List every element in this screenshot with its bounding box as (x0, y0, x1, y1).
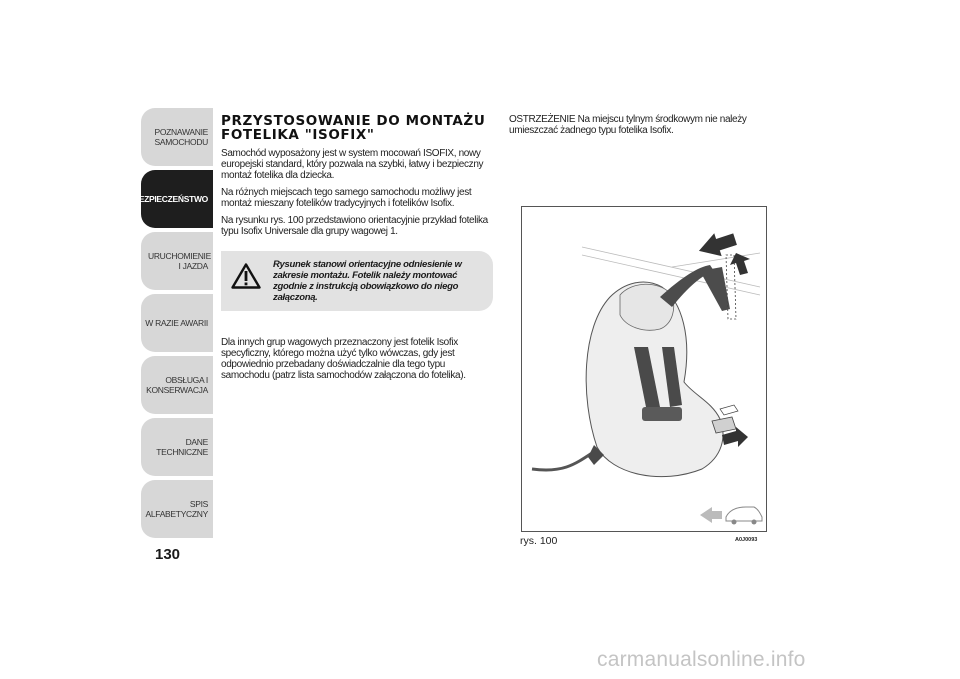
section-heading: PRZYSTOSOWANIE DO MONTAŻU FOTELIKA "ISOFIX" (221, 113, 486, 143)
right-column (509, 114, 777, 136)
paragraph-figure-reference: Na rysunku rys. 100 przedstawiono orientacyjnie przykład fotelika typu Isofix Universale dla grupy wagowej 1. (221, 215, 488, 237)
car-orientation-icon (700, 507, 762, 525)
tab-dane-techniczne[interactable]: DANE TECHNICZNE (141, 418, 213, 476)
warning-triangle-icon (231, 263, 261, 289)
tab-bezpieczenstwo[interactable]: BEZPIECZEŃSTWO (141, 170, 213, 228)
paragraph-intro: Samochód wyposażony jest w system mocowań ISOFIX, nowy europejski standard, który pozwala na szybki, łatwy i bezpieczny montaż fotelika dla dziecka. (221, 148, 484, 181)
warning-note: OSTRZEŻENIE Na miejscu tylnym środkowym nie należy umieszczać żadnego typu fotelika Isofix. (509, 114, 747, 136)
warning-text: Rysunek stanowi orientacyjne odniesienie w zakresie montażu. Fotelik należy montować zgodnie z instrukcją obowiązkowo do niego załączoną. (273, 259, 462, 303)
figure-isofix-seat (521, 206, 767, 532)
paragraph-mixed-mounting: Na różnych miejscach tego samego samochodu możliwy jest montaż mieszany fotelików tradycyjnych i fotelików Isofix. (221, 187, 472, 209)
left-column (221, 114, 493, 381)
tab-uruchomienie-i-jazda[interactable]: URUCHOMIENIE I JAZDA (141, 232, 213, 290)
warning-box (221, 251, 493, 311)
tab-poznawanie-samochodu[interactable]: POZNAWANIE SAMOCHODU (141, 108, 213, 166)
figure-caption: rys. 100 (520, 535, 558, 547)
figure-code: A0J0093 (735, 537, 758, 543)
tab-w-razie-awarii[interactable]: W RAZIE AWARII (141, 294, 213, 352)
page-number: 130 (155, 546, 181, 563)
child-seat-illustration (522, 207, 766, 531)
tab-spis-alfabetyczny[interactable]: SPIS ALFABETYCZNY (141, 480, 213, 538)
watermark: carmanualsonline.info (597, 648, 806, 671)
paragraph-other-groups: Dla innych grup wagowych przeznaczony jest fotelik Isofix specyficzny, którego można użyć tylko wówczas, gdy jest odpowiednio przebadany doświadczalnie dla tego typu samochodu (patrz lista samochodów załączona do fotelika). (221, 337, 466, 381)
tab-obsluga-i-konserwacja[interactable]: OBSŁUGA I KONSERWACJA (141, 356, 213, 414)
